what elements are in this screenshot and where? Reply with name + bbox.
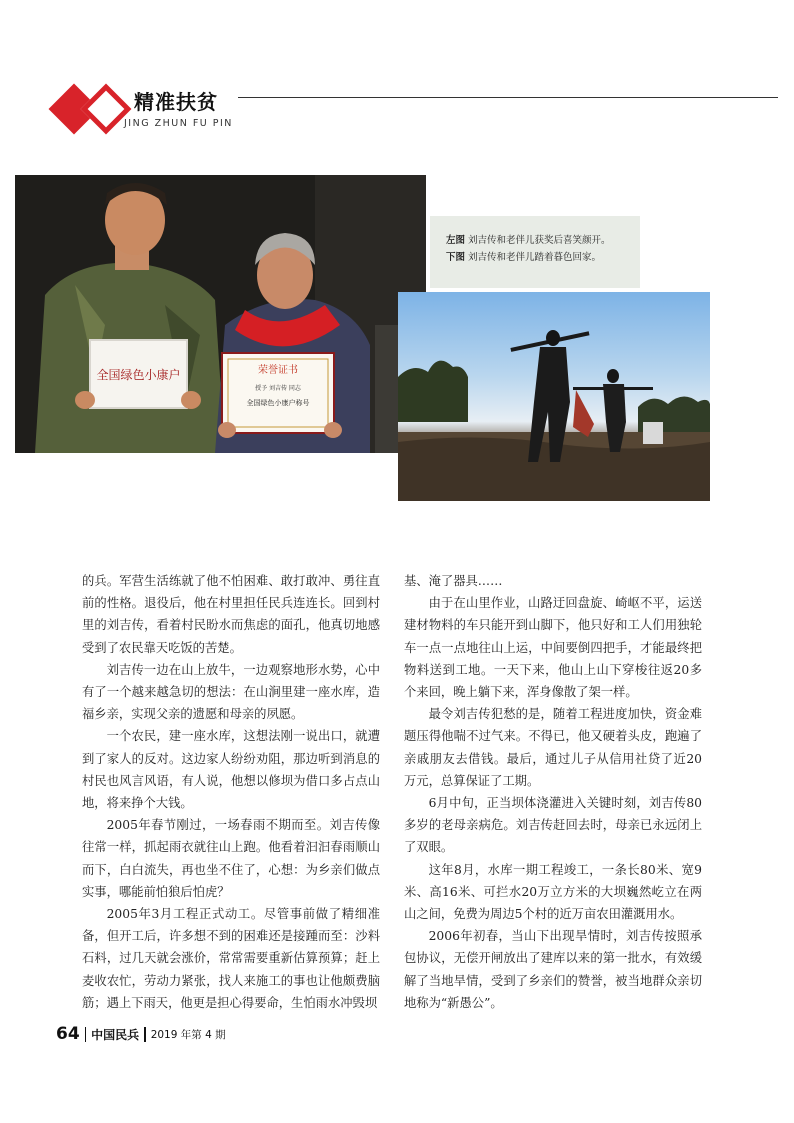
certificate-title-text: 荣誉证书 xyxy=(258,365,298,376)
article-column-right xyxy=(404,570,702,1014)
paragraph: 2006年初春，当山下出现旱情时，刘吉传按照承包协议，无偿开闸放出了建库以来的第一批水，有效缓解了当地旱情，受到了乡亲们的赞誉，被当地群众亲切地称为“新愚公”。 xyxy=(404,929,702,1010)
footer-divider xyxy=(85,1027,87,1042)
photo-caption xyxy=(430,216,640,288)
paragraph: 这年8月，水库一期工程竣工，一条长80米、宽9米、高16米、可拦水20万立方米的大坝巍然屹立在两山之间，免费为周边5个村的近万亩农田灌溉用水。 xyxy=(404,862,702,922)
award-sign-text: 全国绿色小康户 xyxy=(96,368,181,382)
magazine-name: 中国民兵 xyxy=(91,1027,140,1042)
section-subtitle: JING ZHUN FU PIN xyxy=(124,118,233,129)
caption-line-left xyxy=(446,232,640,249)
paragraph: 2005年3月工程正式动工。尽管事前做了精细准备，但开工后，许多想不到的困难还是接踵而至：沙料石料，过几天就会涨价，常常需要重新估算预算；赶上麦收农忙，劳动力紧张，找人来施工的事也让他颇费脑筋；遇上下雨天，他更是担心得要命，生怕雨水冲毁坝 xyxy=(82,907,380,1010)
caption-text-left: 刘吉传和老伴儿获奖后喜笑颜开。 xyxy=(468,235,611,246)
caption-line-bottom xyxy=(446,249,640,266)
header-rule xyxy=(238,97,778,98)
paragraph: 一个农民，建一座水库，这想法刚一说出口，就遭到了家人的反对。这边家人纷纷劝阻，那边听到消息的村民也风言风语，有人说，他想以修坝为借口多占点山地，将来挣个大钱。 xyxy=(82,729,380,811)
certificate-line2-text: 全国绿色小康户称号 xyxy=(246,399,310,407)
caption-label-bottom: 下图 xyxy=(446,252,466,263)
paragraph: 基、淹了器具…… xyxy=(404,574,503,588)
paragraph: 2005年春节刚过，一场春雨不期而至。刘吉传像往常一样，抓起雨衣就往山上跑。他看着汩汩春雨顺山而下，白白流失，再也坐不住了，心想：为乡亲们做点实事，哪能前怕狼后怕虎？ xyxy=(82,818,380,899)
paragraph: 由于在山里作业，山路迂回盘旋、崎岖不平，运送建材物料的车只能开到山脚下，他只好和工人们用独轮车一点一点地往山上运，中间要倒四把手，才能最终把物料送到工地。一天下来，他山上山下穿梭往返20多个来回，晚上躺下来，浑身像散了架一样。 xyxy=(404,596,702,700)
certificate-line1-text: 授予 刘吉传 同志 xyxy=(255,385,301,392)
photo-dusk-illustration xyxy=(398,292,710,501)
article-column-left xyxy=(82,570,380,1014)
section-title: 精准扶贫 xyxy=(134,90,218,114)
photo-couple-illustration xyxy=(15,175,426,453)
paragraph: 刘吉传一边在山上放牛，一边观察地形水势，心中有了一个越来越急切的想法：在山涧里建一座水库，造福乡亲，实现父亲的遗愿和母亲的夙愿。 xyxy=(82,662,380,722)
footer-divider xyxy=(144,1027,146,1042)
paragraph: 最令刘吉传犯愁的是，随着工程进度加快，资金难题压得他喘不过气来。不得已，他又硬着头皮，跑遍了亲戚朋友去借钱。最后，通过儿子从信用社贷了近20万元，总算保证了工期。 xyxy=(404,707,702,788)
photo-couple-awards xyxy=(15,175,426,453)
paragraph: 的兵。军营生活练就了他不怕困难、敢打敢冲、勇往直前的性格。退役后，他在村里担任民兵连连长。回到村里的刘吉传，看着村民盼水而焦虑的面孔，他真切地感受到了农民靠天吃饭的苦楚。 xyxy=(82,574,380,655)
issue-label: 2019 年第 4 期 xyxy=(150,1028,226,1041)
caption-text-bottom: 刘吉传和老伴儿踏着暮色回家。 xyxy=(468,252,602,263)
page-footer xyxy=(56,1024,226,1044)
page-number: 64 xyxy=(56,1024,80,1044)
photo-dusk-silhouettes xyxy=(398,292,710,501)
caption-label-left: 左图 xyxy=(446,235,466,246)
paragraph: 6月中旬，正当坝体浇灌进入关键时刻，刘吉传80多岁的老母亲病危。刘吉传赶回去时，母亲已永远闭上了双眼。 xyxy=(404,796,702,855)
